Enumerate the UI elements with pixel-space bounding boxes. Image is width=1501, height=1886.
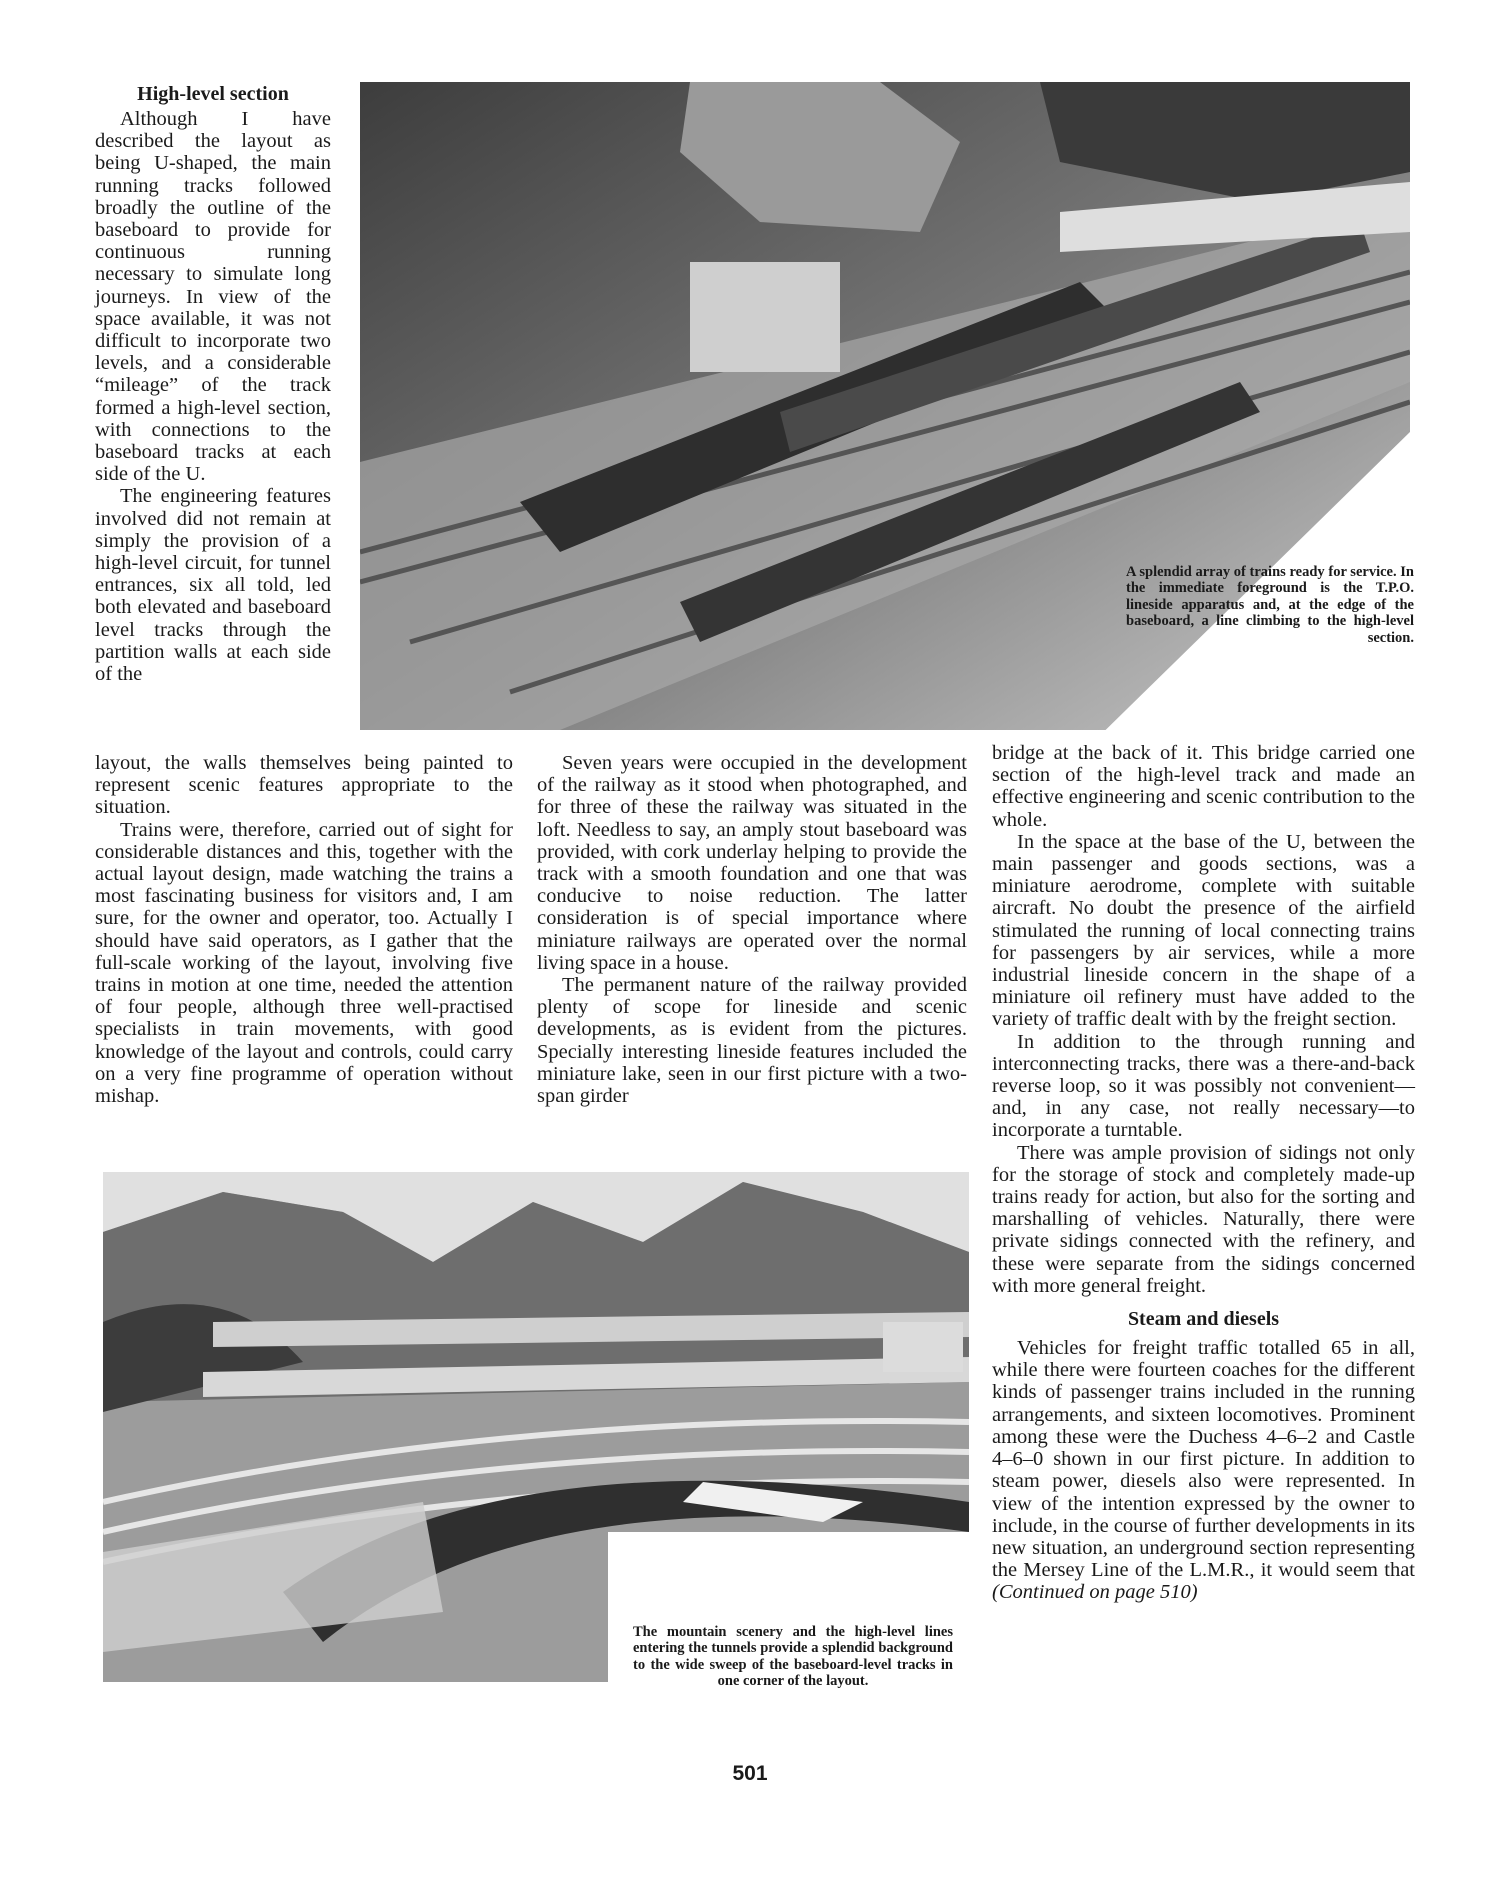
paragraph: The permanent nature of the railway provided plenty of scope for lineside and scenic developments, as is evident from the pictures. Specially interesting lineside features included the miniature lake, seen in our first picture with a two-span girder — [537, 974, 967, 1108]
paragraph: In addition to the through running and interconnecting tracks, there was a there-and-back reverse loop, so it was possibly not convenient—and, in any case, not really necessary—to incorporate a turntable. — [992, 1030, 1415, 1142]
paragraph — [992, 1337, 1415, 1603]
photo-top-caption: A splendid array of trains ready for service. In the immediate foreground is the T.P.O. lineside apparatus and, at the edge of the baseboard, a line climbing to the high-level section. — [1126, 564, 1414, 646]
continued-note: (Continued on page 510) — [992, 1581, 1198, 1604]
paragraph: Although I have described the layout as being U-shaped, the main running tracks followed broadly the outline of the baseboard to provide for continuous running necessary to simulate long journeys. In view of the space available, it was not difficult to incorporate two levels, and a considerable “mileage” of the track formed a high-level section, with connections to the baseboard tracks at each side of the U. — [95, 108, 331, 486]
paragraph: The engineering features involved did not remain at simply the provision of a high-level circuit, for tunnel entrances, six all told, led both elevated and baseboard level tracks through the partition walls at each side of the — [95, 485, 331, 686]
photo-bottom-caption: The mountain scenery and the high-level lines entering the tunnels provide a splendid background to the wide sweep of the baseboard-level tracks in one corner of the layout. — [633, 1624, 953, 1690]
paragraph-continued: layout, the walls themselves being painted to represent scenic features appropriate to the situation. — [95, 752, 513, 819]
section-heading-steam-diesels: Steam and diesels — [1127, 1308, 1280, 1331]
paragraph-text: Vehicles for freight traffic totalled 65 in all, while there were fourteen coaches for the different kinds of passenger trains included in the running arrangements, and sixteen locomotives. Prominent among these were the Duchess 4–6–2 and Castle 4–6–0 shown in our first picture. In addition to steam power, diesels also were represented. In view of the intention expressed by the owner to include, in the course of further developments in its new situation, an underground section representing the Mersey Line of the L.M.R., it would seem that — [992, 1337, 1415, 1582]
left-column-wide — [95, 752, 513, 1107]
paragraph: There was ample provision of sidings not only for the storage of stock and completely made-up trains ready for action, but also for the sorting and marshalling of vehicles. Naturally, there were private sidings connected with the refinery, and these were separate from the sidings concerned with more general freight. — [992, 1141, 1415, 1297]
paragraph: Seven years were occupied in the development of the railway as it stood when photographed, and for three of these the railway was situated in the loft. Needless to say, an amply stout baseboard was provided, with cork underlay helping to provide the track with a smooth foundation and one that was conducive to noise reduction. The latter consideration is of special importance where miniature railways are operated over the normal living space in a house. — [537, 752, 967, 974]
section-heading-high-level: High-level section — [137, 83, 289, 105]
page-number: 501 — [732, 1762, 768, 1785]
middle-column — [537, 752, 967, 1107]
paragraph: In the space at the base of the U, between the main passenger and goods sections, was a miniature aerodrome, complete with suitable aircraft. No doubt the presence of the airfield stimulated the running of local connecting trains for passengers by air services, while a more industrial lineside concern in the shape of a miniature oil refinery must have added to the variety of traffic dealt with by the freight section. — [992, 830, 1415, 1031]
paragraph: Trains were, therefore, carried out of sight for considerable distances and this, together with the actual layout design, made watching the trains a most fascinating business for visitors and, I am sure, for the owner and operator, too. Actually I should have said operators, as I gather that the full-scale working of the layout, involving five trains in motion at one time, needed the attention of four people, although three well-practised specialists in train movements, with good knowledge of the layout and controls, could carry on a very fine programme of operation without mishap. — [95, 818, 513, 1108]
right-column — [992, 742, 1415, 1604]
left-column-narrow — [95, 82, 331, 685]
paragraph-continued: bridge at the back of it. This bridge carried one section of the high-level track and made an effective engineering and scenic contribution to the whole. — [992, 742, 1415, 831]
photo-bottom-caption-panel — [608, 1532, 969, 1690]
